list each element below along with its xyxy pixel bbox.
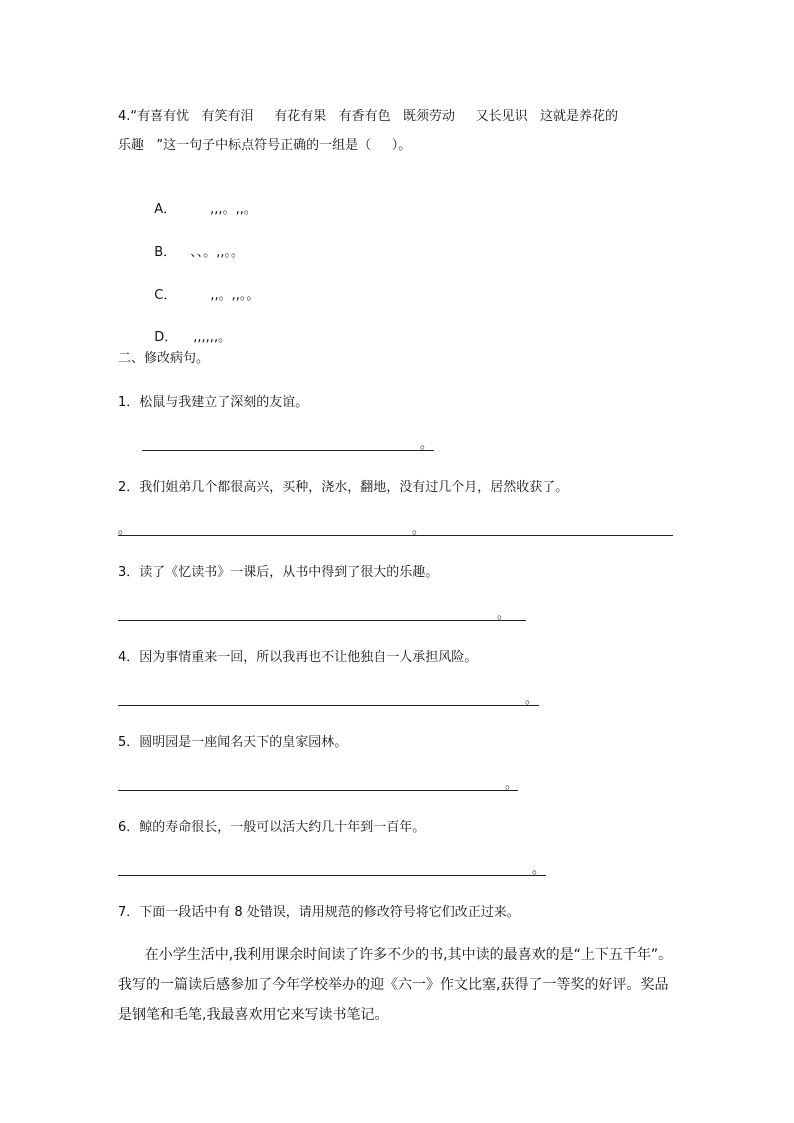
option-b[interactable] (146, 223, 244, 263)
sentence-4: 4．因为事情重来一回，所以我再也不让他独自一人承担风险。 (118, 650, 478, 665)
answer-2-start-mark: 。 (118, 522, 132, 537)
option-d[interactable] (146, 308, 231, 348)
section-title: 二、修改病句。 (118, 351, 210, 366)
option-d-text: ,,,,,,。 (193, 330, 232, 345)
answer-line-2[interactable] (118, 535, 673, 536)
answer-1-period: 。 (420, 437, 434, 452)
answer-line-1[interactable] (142, 450, 434, 451)
option-b-label: B． (154, 245, 177, 260)
q4-line1: 4.“有喜有忧 有笑有泪 有花有果 有香有色 既须劳动 又长见识 这就是养花的 (118, 109, 619, 124)
answer-line-6[interactable] (118, 875, 546, 876)
sentence-5: 5．圆明园是一座闻名天下的皇家园林。 (118, 735, 348, 750)
q7-prompt: 7．下面一段话中有 8 处错误，请用规范的修改符号将它们改正过来。 (118, 905, 520, 920)
sentence-3: 3．读了《忆读书》一课后，从书中得到了很大的乐趣。 (118, 565, 439, 580)
q7-paragraph-line-3: 是钢笔和毛笔,我最喜欢用它来写读书笔记。 (118, 1007, 389, 1023)
q4-line2: 乐趣 ”这一句子中标点符号正确的一组是（ ）。 (118, 138, 412, 153)
answer-line-4[interactable] (118, 705, 539, 706)
answer-2-period: 。 (412, 522, 426, 537)
option-d-label: D． (154, 330, 178, 345)
option-c-label: C． (154, 288, 177, 303)
sentence-2: 2．我们姐弟几个都很高兴，买种，浇水，翻地，没有过几个月，居然收获了。 (118, 480, 569, 495)
sentence-1: 1．松鼠与我建立了深刻的友谊。 (118, 395, 309, 410)
answer-4-period: 。 (525, 692, 539, 707)
option-a-text: ,,,。,,。 (210, 202, 257, 217)
option-a[interactable] (146, 180, 257, 220)
option-b-text: 、、。,,。。 (190, 245, 244, 260)
answer-5-period: 。 (505, 777, 519, 792)
option-c[interactable] (146, 266, 259, 306)
q7-paragraph-line-2: 我写的一篇读后感参加了今年学校举办的迎《六一》作文比塞,获得了一等奖的好评。奖品 (118, 977, 669, 993)
answer-line-5[interactable] (118, 790, 518, 791)
option-c-text: ,,。,,。。 (210, 288, 260, 303)
answer-line-3[interactable] (118, 620, 526, 621)
answer-3-period: 。 (497, 607, 511, 622)
option-a-label: A． (154, 202, 177, 217)
q7-paragraph-line-1: 在小学生活中,我利用课余时间读了许多不少的书,其中读的最喜欢的是“上下五千年”。 (118, 947, 673, 963)
answer-6-period: 。 (532, 862, 546, 877)
sentence-6: 6．鲸的寿命很长，一般可以活大约几十年到一百年。 (118, 820, 426, 835)
